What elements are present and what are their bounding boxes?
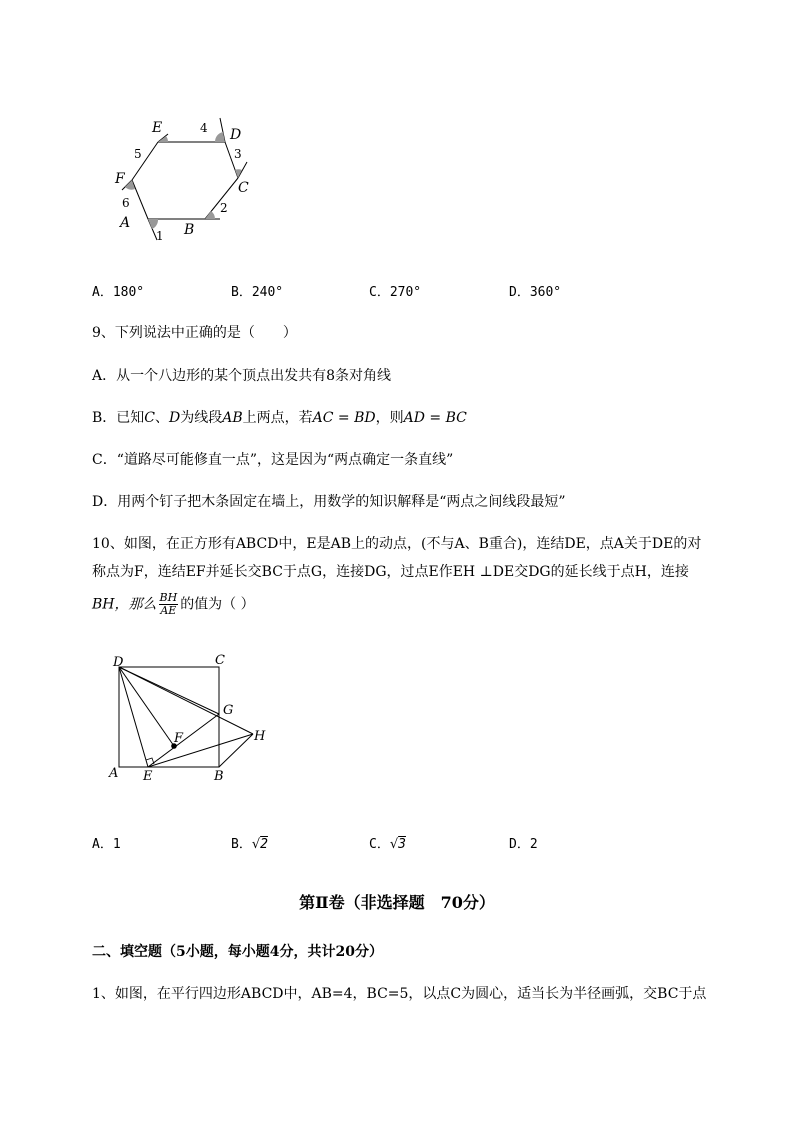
q9-option-c[interactable]: C．“道路尽可能修直一点”，这是因为“两点确定一条直线” [92,452,454,468]
q9-b-d: D [169,410,181,426]
q10-line3-pre: BH，那么 [92,596,157,613]
q10-option-a[interactable]: A．1 [92,837,121,852]
q9-b-eq1: AC = BD [312,410,376,426]
section-subtitle: 二、填空题（5小题，每小题4分，共计20分） [92,944,383,960]
label-B: B [184,222,195,238]
fill-question-1: 1、如图，在平行四边形ABCD中，AB=4，BC=5，以点C为圆心，适当长为半径画弧，交BC于点 [92,986,707,1002]
q9-b-pre: B．已知 [92,410,145,426]
q10-c-pre: C． [369,837,390,852]
label-H: H [254,729,266,744]
square-figure [105,650,275,790]
q10-option-c[interactable] [369,836,406,854]
q10-line-2: 称点为F，连结EF并延长交BC于点G，连接DG，过点E作EH ⊥DE交DG的延长线于点H，连接 [92,564,689,580]
q8-option-d[interactable]: D．360° [509,285,562,300]
q10-line-3 [92,592,255,617]
q10-line3-post: 的值为（ ） [180,596,255,613]
label-D: D [230,127,242,143]
label-A: A [120,215,131,231]
q9-b-ab: AB [222,410,243,426]
q9-b-sep: 、 [155,410,170,426]
q10-fraction [159,592,179,617]
q10-c-value: 3 [398,837,406,852]
label-C: C [238,180,249,196]
q9-option-a[interactable]: A．从一个八边形的某个顶点出发共有8条对角线 [92,368,392,384]
fraction-numerator: BH [159,591,178,604]
label-F: F [115,171,125,187]
q10-b-pre: B． [231,837,252,852]
q8-option-a[interactable]: A．180° [92,285,145,300]
q8-option-c[interactable]: C．270° [369,285,422,300]
label-E: E [143,769,153,784]
label-D: D [113,655,124,670]
angle-3: 3 [234,147,242,161]
sqrt-icon: √ [389,837,399,852]
angle-5: 5 [134,147,142,161]
section-title: 第Ⅱ卷（非选择题 70分） [299,893,495,912]
label-G: G [223,703,234,718]
angle-2: 2 [220,201,228,215]
label-A: A [109,766,119,781]
q9-b-eq2: AD = BC [403,410,467,426]
q10-option-d[interactable]: D．2 [509,837,538,852]
q9-stem: 9、下列说法中正确的是（ ） [92,325,297,341]
q9-b-mid2: 上两点，若 [242,410,313,426]
label-E: E [152,120,163,136]
sqrt-icon: √ [251,837,261,852]
label-F: F [174,731,184,746]
angle-6: 6 [122,196,130,210]
q9-b-mid: 为线段 [180,410,223,426]
q9-b-mid3: ，则 [375,410,404,426]
q8-option-b[interactable]: B．240° [231,285,284,300]
fraction-denominator: AE [160,604,177,617]
q9-option-d[interactable]: D．用两个钉子把木条固定在墙上，用数学的知识解释是“两点之间线段最短” [92,494,566,510]
q10-option-b[interactable] [231,836,268,854]
label-C: C [215,653,225,668]
angle-4: 4 [200,121,208,135]
q10-line-1: 10、如图，在正方形有ABCD中，E是AB上的动点，(不与A、B重合)，连结DE，点A关于DE的对 [92,536,702,552]
q9-b-c: C [144,410,156,426]
label-B: B [214,769,224,784]
hexagon-figure [110,112,260,248]
q9-option-b[interactable] [92,408,467,428]
angle-1: 1 [156,229,164,243]
q10-b-value: 2 [260,837,268,852]
